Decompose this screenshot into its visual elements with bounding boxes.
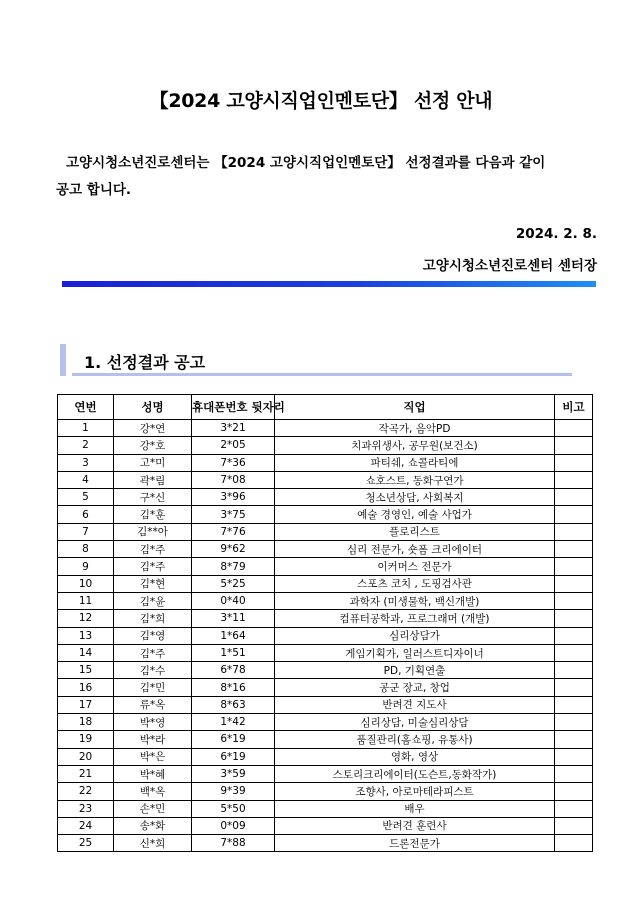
cell-occupation: 이커머스 전문가 (275, 558, 555, 575)
cell-remarks (555, 506, 593, 523)
cell-name: 김*현 (114, 575, 192, 592)
table-row (58, 835, 593, 852)
cell-remarks (555, 644, 593, 661)
cell-name: 박*영 (114, 714, 192, 731)
cell-remarks (555, 437, 593, 454)
cell-number: 5 (58, 489, 114, 506)
cell-phone-digits: 1*42 (192, 714, 275, 731)
cell-occupation: 심리상담가 (275, 627, 555, 644)
cell-phone-digits: 0*40 (192, 592, 275, 609)
cell-remarks (555, 765, 593, 782)
cell-remarks (555, 835, 593, 852)
cell-name: 박*은 (114, 748, 192, 765)
section-heading (60, 344, 572, 380)
cell-occupation: PD, 기획연출 (275, 662, 555, 679)
cell-occupation: 게임기획가, 일러스트디자이너 (275, 644, 555, 661)
cell-number: 15 (58, 662, 114, 679)
cell-name: 김*영 (114, 627, 192, 644)
intro-line-2: 공고 합니다. (56, 182, 132, 198)
cell-occupation: 공군 장교, 창업 (275, 679, 555, 696)
table-row (58, 592, 593, 609)
cell-name: 고*미 (114, 454, 192, 471)
cell-phone-digits: 8*79 (192, 558, 275, 575)
cell-number: 23 (58, 800, 114, 817)
table-header-row (58, 395, 593, 420)
cell-number: 10 (58, 575, 114, 592)
issuing-organization: 고양시청소년진로센터 센터장 (422, 258, 597, 274)
cell-phone-digits: 2*05 (192, 437, 275, 454)
table-row (58, 662, 593, 679)
cell-remarks (555, 731, 593, 748)
cell-phone-digits: 7*88 (192, 835, 275, 852)
cell-number: 25 (58, 835, 114, 852)
cell-occupation: 과학자 (미생물학, 백신개발) (275, 592, 555, 609)
cell-occupation: 조향사, 아로마테라피스트 (275, 783, 555, 800)
cell-name: 손*민 (114, 800, 192, 817)
page-title: 【2024 고양시직업인멘토단】 선정 안내 (149, 90, 493, 112)
cell-occupation: 영화, 영상 (275, 748, 555, 765)
cell-number: 1 (58, 420, 114, 437)
intro-line-1: 고양시청소년진로센터는 【2024 고양시직업인멘토단】 선정결과를 다음과 같이 (66, 155, 546, 171)
cell-remarks (555, 523, 593, 540)
cell-number: 21 (58, 765, 114, 782)
section-title: 1. 선정결과 공고 (84, 353, 206, 372)
cell-number: 9 (58, 558, 114, 575)
cell-remarks (555, 471, 593, 488)
cell-remarks (555, 575, 593, 592)
table-row (58, 471, 593, 488)
table-row (58, 714, 593, 731)
cell-name: 김*주 (114, 644, 192, 661)
cell-name: 김*훈 (114, 506, 192, 523)
section-accent-bar (60, 344, 66, 376)
cell-phone-digits: 8*63 (192, 696, 275, 713)
cell-name: 백*옥 (114, 783, 192, 800)
cell-number: 8 (58, 541, 114, 558)
cell-phone-digits: 3*96 (192, 489, 275, 506)
table-row (58, 610, 593, 627)
table-row (58, 765, 593, 782)
cell-remarks (555, 662, 593, 679)
cell-name: 김*윤 (114, 592, 192, 609)
cell-phone-digits: 3*75 (192, 506, 275, 523)
cell-occupation: 치과위생사, 공무원(보건소) (275, 437, 555, 454)
cell-name: 김*수 (114, 662, 192, 679)
cell-remarks (555, 800, 593, 817)
cell-number: 4 (58, 471, 114, 488)
table-row (58, 696, 593, 713)
announcement-date: 2024. 2. 8. (515, 226, 597, 242)
header-phone-digits: 휴대폰번호 뒷자리 (192, 395, 275, 420)
cell-occupation: 배우 (275, 800, 555, 817)
cell-phone-digits: 7*08 (192, 471, 275, 488)
cell-occupation: 청소년상담, 사회복지 (275, 489, 555, 506)
cell-phone-digits: 7*36 (192, 454, 275, 471)
table-row (58, 783, 593, 800)
cell-remarks (555, 696, 593, 713)
cell-occupation: 플로리스트 (275, 523, 555, 540)
cell-phone-digits: 5*50 (192, 800, 275, 817)
cell-phone-digits: 6*19 (192, 731, 275, 748)
table-row (58, 489, 593, 506)
header-name: 성명 (114, 395, 192, 420)
cell-occupation: 컴퓨터공학과, 프로그래머 (개발) (275, 610, 555, 627)
cell-phone-digits: 1*51 (192, 644, 275, 661)
cell-occupation: 스토리크리에이터(도슨트,동화작가) (275, 765, 555, 782)
header-divider-bar (62, 281, 596, 287)
cell-remarks (555, 817, 593, 834)
cell-occupation: 드론전문가 (275, 835, 555, 852)
table-row (58, 506, 593, 523)
cell-number: 20 (58, 748, 114, 765)
cell-name: 박*라 (114, 731, 192, 748)
cell-phone-digits: 3*11 (192, 610, 275, 627)
cell-number: 13 (58, 627, 114, 644)
table-row (58, 800, 593, 817)
cell-phone-digits: 6*19 (192, 748, 275, 765)
cell-number: 2 (58, 437, 114, 454)
cell-number: 16 (58, 679, 114, 696)
cell-phone-digits: 7*76 (192, 523, 275, 540)
cell-name: 김*희 (114, 610, 192, 627)
intro-paragraph (56, 150, 596, 204)
cell-name: 류*옥 (114, 696, 192, 713)
cell-number: 14 (58, 644, 114, 661)
cell-remarks (555, 489, 593, 506)
cell-name: 김*민 (114, 679, 192, 696)
selection-results-table (57, 394, 593, 852)
cell-phone-digits: 6*78 (192, 662, 275, 679)
cell-occupation: 심리 전문가, 숏폼 크리에이터 (275, 541, 555, 558)
cell-phone-digits: 3*59 (192, 765, 275, 782)
table-row (58, 679, 593, 696)
cell-name: 구*신 (114, 489, 192, 506)
cell-name: 김*주 (114, 541, 192, 558)
cell-number: 12 (58, 610, 114, 627)
cell-occupation: 파티쉐, 쇼콜라티에 (275, 454, 555, 471)
cell-name: 신*희 (114, 835, 192, 852)
table-row (58, 748, 593, 765)
table-row (58, 817, 593, 834)
cell-occupation: 스포츠 코치 , 도핑검사관 (275, 575, 555, 592)
cell-phone-digits: 1*64 (192, 627, 275, 644)
header-number: 연번 (58, 395, 114, 420)
cell-number: 22 (58, 783, 114, 800)
cell-phone-digits: 0*09 (192, 817, 275, 834)
table-row (58, 523, 593, 540)
cell-remarks (555, 627, 593, 644)
cell-name: 송*화 (114, 817, 192, 834)
table-row (58, 541, 593, 558)
cell-phone-digits: 5*25 (192, 575, 275, 592)
table-row (58, 644, 593, 661)
table-body (58, 420, 593, 852)
cell-name: 강*연 (114, 420, 192, 437)
cell-name: 박*혜 (114, 765, 192, 782)
cell-name: 곽*림 (114, 471, 192, 488)
table-row (58, 627, 593, 644)
cell-remarks (555, 454, 593, 471)
cell-occupation: 심리상담, 미술심리상담 (275, 714, 555, 731)
cell-remarks (555, 610, 593, 627)
table-row (58, 437, 593, 454)
cell-phone-digits: 9*62 (192, 541, 275, 558)
table-row (58, 420, 593, 437)
cell-remarks (555, 783, 593, 800)
cell-number: 18 (58, 714, 114, 731)
cell-name: 김*주 (114, 558, 192, 575)
cell-name: 강*호 (114, 437, 192, 454)
cell-occupation: 예술 경영인, 예술 사업가 (275, 506, 555, 523)
header-occupation: 직업 (275, 395, 555, 420)
cell-number: 6 (58, 506, 114, 523)
cell-occupation: 반려견 지도사 (275, 696, 555, 713)
cell-remarks (555, 748, 593, 765)
cell-number: 11 (58, 592, 114, 609)
table-row (58, 731, 593, 748)
cell-number: 3 (58, 454, 114, 471)
cell-phone-digits: 3*21 (192, 420, 275, 437)
table-row (58, 575, 593, 592)
cell-remarks (555, 420, 593, 437)
table-row (58, 454, 593, 471)
table-row (58, 558, 593, 575)
header-remarks: 비고 (555, 395, 593, 420)
cell-phone-digits: 9*39 (192, 783, 275, 800)
cell-occupation: 쇼호스트, 동화구연가 (275, 471, 555, 488)
cell-number: 17 (58, 696, 114, 713)
cell-remarks (555, 679, 593, 696)
cell-occupation: 반려견 훈련사 (275, 817, 555, 834)
cell-occupation: 품질관리(홈쇼핑, 유통사) (275, 731, 555, 748)
cell-remarks (555, 592, 593, 609)
cell-occupation: 작곡가, 음악PD (275, 420, 555, 437)
cell-name: 김**아 (114, 523, 192, 540)
cell-remarks (555, 714, 593, 731)
cell-remarks (555, 558, 593, 575)
cell-number: 19 (58, 731, 114, 748)
cell-number: 24 (58, 817, 114, 834)
cell-number: 7 (58, 523, 114, 540)
cell-phone-digits: 8*16 (192, 679, 275, 696)
section-underline (72, 373, 572, 376)
cell-remarks (555, 541, 593, 558)
